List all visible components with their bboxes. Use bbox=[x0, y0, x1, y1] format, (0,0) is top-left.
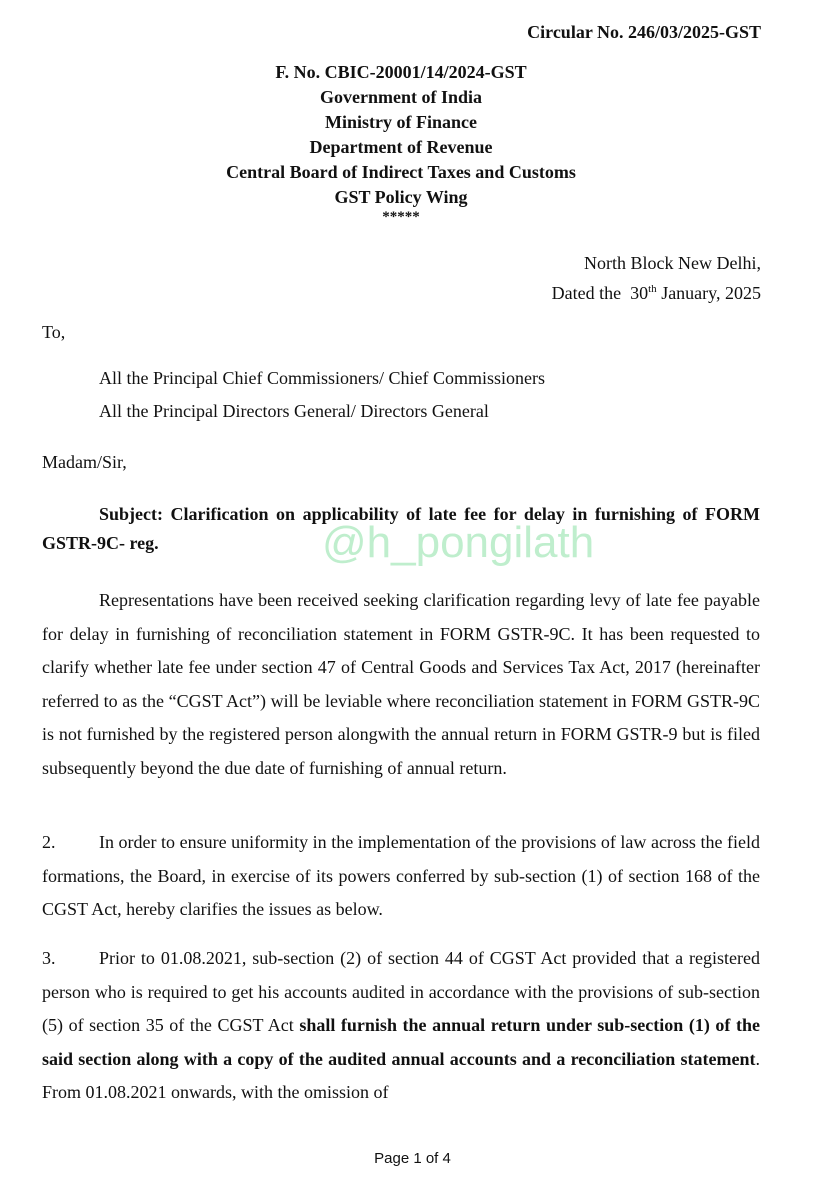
watermark: @h_pongilath bbox=[322, 518, 595, 567]
date-line bbox=[552, 276, 761, 306]
date-suffix: January, 2025 bbox=[656, 283, 761, 303]
stars-separator: ***** bbox=[382, 209, 420, 225]
circular-number: Circular No. 246/03/2025-GST bbox=[527, 22, 761, 42]
paragraph-2 bbox=[42, 826, 760, 927]
paragraph-number: 2. bbox=[42, 832, 56, 852]
date-prefix: Dated the 30 bbox=[551, 283, 649, 303]
place: North Block New Delhi, bbox=[584, 253, 761, 273]
wing-line: GST Policy Wing bbox=[334, 187, 468, 207]
recipient-item: All the Principal Directors General/ Directors General bbox=[99, 401, 489, 421]
paragraph-3 bbox=[42, 942, 760, 1110]
to-line: To, bbox=[42, 322, 66, 342]
paragraph-text: In order to ensure uniformity in the implementation of the provisions of law across the field formations, the Board, in exercise of its powers conferred by sub-section (1) of section 168 of the CGST Act, hereby clarifies the issues as below. bbox=[42, 832, 760, 919]
paragraph-text-continued: . From 01.08.2021 onwards, with the omission of bbox=[42, 1048, 760, 1102]
paragraph-number: 3. bbox=[42, 948, 56, 968]
paragraph-1: Representations have been received seeking clarification regarding levy of late fee payable for delay in furnishing of reconciliation statement in FORM GSTR-9C. It has been requested to clarify whether late fee under section 47 of Central Goods and Services Tax Act, 2017 (hereinafter referred to as the “CGST Act”) will be leviable where reconciliation statement in FORM GSTR-9C is not furnished by the registered person alongwith the annual return in FORM GSTR-9 but is filed subsequently beyond the due date of furnishing of annual return. bbox=[42, 590, 760, 778]
date-ordinal: th bbox=[648, 283, 657, 295]
file-number: F. No. CBIC-20001/14/2024-GST bbox=[275, 62, 527, 82]
recipient-item: All the Principal Chief Commissioners/ Chief Commissioners bbox=[99, 368, 545, 388]
board-line: Central Board of Indirect Taxes and Customs bbox=[226, 162, 576, 182]
paragraph-bold-text: shall furnish the annual return under sub-section (1) of the said section along with a copy of the audited annual accounts and a reconciliation statement bbox=[42, 1015, 760, 1069]
ministry-line: Ministry of Finance bbox=[325, 112, 477, 132]
subject-line: Subject: Clarification on applicability of late fee for delay in furnishing of FORM GSTR-9C- reg. bbox=[42, 504, 760, 553]
place-and-date bbox=[552, 250, 761, 306]
department-line: Department of Revenue bbox=[309, 137, 493, 157]
paragraph-text: Prior to 01.08.2021, sub-section (2) of section 44 of CGST Act provided that a registered person who is required to get his accounts audited in accordance with the provisions of sub-section (5) of section 35 of the CGST Act bbox=[42, 948, 760, 1035]
page-number: Page 1 of 4 bbox=[374, 1150, 451, 1167]
government-line: Government of India bbox=[320, 87, 482, 107]
recipients-list bbox=[99, 362, 545, 428]
salutation: Madam/Sir, bbox=[42, 452, 127, 472]
letterhead bbox=[0, 60, 802, 224]
